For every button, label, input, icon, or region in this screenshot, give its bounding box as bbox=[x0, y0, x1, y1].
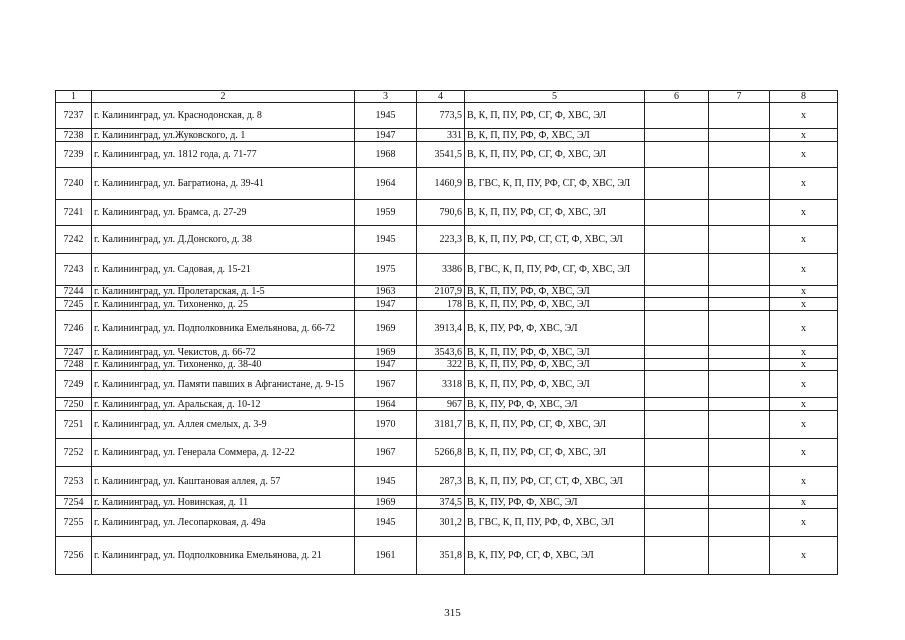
col8-cell: х bbox=[770, 129, 838, 142]
row-number: 7243 bbox=[56, 254, 92, 286]
works-cell: В, К, П, ПУ, РФ, СГ, Ф, ХВС, ЭЛ bbox=[465, 200, 645, 226]
year-cell: 1969 bbox=[355, 496, 417, 509]
row-number: 7238 bbox=[56, 129, 92, 142]
address-cell: г. Калининград, ул. Пролетарская, д. 1-5 bbox=[92, 286, 355, 298]
col8-cell: х bbox=[770, 346, 838, 359]
year-cell: 1945 bbox=[355, 509, 417, 537]
works-cell: В, К, П, ПУ, РФ, Ф, ХВС, ЭЛ bbox=[465, 298, 645, 311]
works-cell: В, К, П, ПУ, РФ, Ф, ХВС, ЭЛ bbox=[465, 346, 645, 359]
table-row bbox=[56, 439, 838, 467]
col8-cell: х bbox=[770, 439, 838, 467]
col8-cell: х bbox=[770, 168, 838, 200]
row-number: 7254 bbox=[56, 496, 92, 509]
address-cell: г. Калининград, ул. Лесопарковая, д. 49а bbox=[92, 509, 355, 537]
table-row bbox=[56, 129, 838, 142]
works-cell: В, ГВС, К, П, ПУ, РФ, СГ, Ф, ХВС, ЭЛ bbox=[465, 168, 645, 200]
works-cell: В, К, П, ПУ, РФ, Ф, ХВС, ЭЛ bbox=[465, 359, 645, 371]
year-cell: 1947 bbox=[355, 359, 417, 371]
row-number: 7253 bbox=[56, 467, 92, 496]
area-cell: 2107,9 bbox=[417, 286, 465, 298]
row-number: 7256 bbox=[56, 537, 92, 575]
works-cell: В, К, ПУ, РФ, Ф, ХВС, ЭЛ bbox=[465, 496, 645, 509]
table-row bbox=[56, 142, 838, 168]
col7-cell bbox=[709, 103, 770, 129]
row-number: 7245 bbox=[56, 298, 92, 311]
col8-cell: х bbox=[770, 311, 838, 346]
area-cell: 3318 bbox=[417, 371, 465, 398]
col6-cell bbox=[645, 496, 709, 509]
col7-cell bbox=[709, 509, 770, 537]
works-cell: В, К, П, ПУ, РФ, СГ, Ф, ХВС, ЭЛ bbox=[465, 411, 645, 439]
header-row bbox=[56, 91, 838, 103]
works-cell: В, ГВС, К, П, ПУ, РФ, СГ, Ф, ХВС, ЭЛ bbox=[465, 254, 645, 286]
col6-cell bbox=[645, 200, 709, 226]
header-col-1: 1 bbox=[56, 91, 92, 103]
col8-cell: х bbox=[770, 200, 838, 226]
col7-cell bbox=[709, 467, 770, 496]
address-cell: г. Калининград, ул. Подполковника Емельянова, д. 21 bbox=[92, 537, 355, 575]
area-cell: 331 bbox=[417, 129, 465, 142]
row-number: 7251 bbox=[56, 411, 92, 439]
header-col-4: 4 bbox=[417, 91, 465, 103]
col7-cell bbox=[709, 359, 770, 371]
table-row bbox=[56, 537, 838, 575]
works-cell: В, К, П, ПУ, РФ, СГ, Ф, ХВС, ЭЛ bbox=[465, 103, 645, 129]
register-table bbox=[55, 90, 838, 575]
row-number: 7250 bbox=[56, 398, 92, 411]
table-row bbox=[56, 411, 838, 439]
area-cell: 3386 bbox=[417, 254, 465, 286]
year-cell: 1967 bbox=[355, 439, 417, 467]
col8-cell: х bbox=[770, 398, 838, 411]
table-row bbox=[56, 359, 838, 371]
address-cell: г. Калининград, ул. Тихоненко, д. 25 bbox=[92, 298, 355, 311]
year-cell: 1945 bbox=[355, 467, 417, 496]
area-cell: 3181,7 bbox=[417, 411, 465, 439]
table-row bbox=[56, 226, 838, 254]
address-cell: г. Калининград, ул. Садовая, д. 15-21 bbox=[92, 254, 355, 286]
col6-cell bbox=[645, 254, 709, 286]
col8-cell: х bbox=[770, 467, 838, 496]
col6-cell bbox=[645, 168, 709, 200]
year-cell: 1947 bbox=[355, 129, 417, 142]
area-cell: 178 bbox=[417, 298, 465, 311]
col7-cell bbox=[709, 346, 770, 359]
year-cell: 1945 bbox=[355, 103, 417, 129]
col8-cell: х bbox=[770, 496, 838, 509]
col7-cell bbox=[709, 439, 770, 467]
col6-cell bbox=[645, 411, 709, 439]
area-cell: 287,3 bbox=[417, 467, 465, 496]
row-number: 7241 bbox=[56, 200, 92, 226]
col8-cell: х bbox=[770, 142, 838, 168]
col6-cell bbox=[645, 226, 709, 254]
address-cell: г. Калининград, ул. Аральская, д. 10-12 bbox=[92, 398, 355, 411]
col6-cell bbox=[645, 359, 709, 371]
col7-cell bbox=[709, 298, 770, 311]
col7-cell bbox=[709, 537, 770, 575]
col6-cell bbox=[645, 467, 709, 496]
address-cell: г. Калининград, ул. Подполковника Емельянова, д. 66-72 bbox=[92, 311, 355, 346]
table-row bbox=[56, 467, 838, 496]
row-number: 7246 bbox=[56, 311, 92, 346]
col6-cell bbox=[645, 398, 709, 411]
col7-cell bbox=[709, 129, 770, 142]
area-cell: 351,8 bbox=[417, 537, 465, 575]
works-cell: В, К, П, ПУ, РФ, Ф, ХВС, ЭЛ bbox=[465, 129, 645, 142]
works-cell: В, ГВС, К, П, ПУ, РФ, Ф, ХВС, ЭЛ bbox=[465, 509, 645, 537]
address-cell: г. Калининград, ул. Краснодонская, д. 8 bbox=[92, 103, 355, 129]
col7-cell bbox=[709, 311, 770, 346]
col7-cell bbox=[709, 371, 770, 398]
table-row bbox=[56, 371, 838, 398]
col8-cell: х bbox=[770, 371, 838, 398]
col7-cell bbox=[709, 168, 770, 200]
row-number: 7242 bbox=[56, 226, 92, 254]
address-cell: г. Калининград, ул. Аллея смелых, д. 3-9 bbox=[92, 411, 355, 439]
year-cell: 1969 bbox=[355, 311, 417, 346]
area-cell: 3543,6 bbox=[417, 346, 465, 359]
col8-cell: х bbox=[770, 254, 838, 286]
col7-cell bbox=[709, 398, 770, 411]
address-cell: г. Калининград, ул.Жуковского, д. 1 bbox=[92, 129, 355, 142]
address-cell: г. Калининград, ул. 1812 года, д. 71-77 bbox=[92, 142, 355, 168]
works-cell: В, К, П, ПУ, РФ, СГ, СТ, Ф, ХВС, ЭЛ bbox=[465, 467, 645, 496]
table-row bbox=[56, 168, 838, 200]
header-col-3: 3 bbox=[355, 91, 417, 103]
page-number: 315 bbox=[444, 607, 461, 619]
works-cell: В, К, ПУ, РФ, Ф, ХВС, ЭЛ bbox=[465, 311, 645, 346]
table-row bbox=[56, 496, 838, 509]
col7-cell bbox=[709, 411, 770, 439]
header-col-7: 7 bbox=[709, 91, 770, 103]
works-cell: В, К, П, ПУ, РФ, СГ, Ф, ХВС, ЭЛ bbox=[465, 439, 645, 467]
row-number: 7237 bbox=[56, 103, 92, 129]
table-row bbox=[56, 509, 838, 537]
year-cell: 1970 bbox=[355, 411, 417, 439]
col6-cell bbox=[645, 103, 709, 129]
col8-cell: х bbox=[770, 103, 838, 129]
area-cell: 301,2 bbox=[417, 509, 465, 537]
works-cell: В, К, ПУ, РФ, СГ, Ф, ХВС, ЭЛ bbox=[465, 537, 645, 575]
address-cell: г. Калининград, ул. Д.Донского, д. 38 bbox=[92, 226, 355, 254]
row-number: 7247 bbox=[56, 346, 92, 359]
address-cell: г. Калининград, ул. Новинская, д. 11 bbox=[92, 496, 355, 509]
address-cell: г. Калининград, ул. Брамса, д. 27-29 bbox=[92, 200, 355, 226]
year-cell: 1975 bbox=[355, 254, 417, 286]
row-number: 7248 bbox=[56, 359, 92, 371]
table-body bbox=[56, 103, 838, 575]
row-number: 7252 bbox=[56, 439, 92, 467]
year-cell: 1963 bbox=[355, 286, 417, 298]
year-cell: 1945 bbox=[355, 226, 417, 254]
area-cell: 3913,4 bbox=[417, 311, 465, 346]
address-cell: г. Калининград, ул. Каштановая аллея, д. 57 bbox=[92, 467, 355, 496]
col7-cell bbox=[709, 286, 770, 298]
works-cell: В, К, П, ПУ, РФ, СГ, Ф, ХВС, ЭЛ bbox=[465, 142, 645, 168]
table-row bbox=[56, 346, 838, 359]
row-number: 7244 bbox=[56, 286, 92, 298]
col8-cell: х bbox=[770, 359, 838, 371]
area-cell: 773,5 bbox=[417, 103, 465, 129]
col8-cell: х bbox=[770, 509, 838, 537]
col6-cell bbox=[645, 509, 709, 537]
col6-cell bbox=[645, 439, 709, 467]
area-cell: 790,6 bbox=[417, 200, 465, 226]
col8-cell: х bbox=[770, 298, 838, 311]
row-number: 7255 bbox=[56, 509, 92, 537]
col6-cell bbox=[645, 311, 709, 346]
col7-cell bbox=[709, 142, 770, 168]
address-cell: г. Калининград, ул. Чекистов, д. 66-72 bbox=[92, 346, 355, 359]
col8-cell: х bbox=[770, 286, 838, 298]
table-row bbox=[56, 298, 838, 311]
year-cell: 1968 bbox=[355, 142, 417, 168]
area-cell: 322 bbox=[417, 359, 465, 371]
col6-cell bbox=[645, 298, 709, 311]
row-number: 7239 bbox=[56, 142, 92, 168]
col8-cell: х bbox=[770, 537, 838, 575]
col6-cell bbox=[645, 346, 709, 359]
table-row bbox=[56, 311, 838, 346]
works-cell: В, К, П, ПУ, РФ, Ф, ХВС, ЭЛ bbox=[465, 286, 645, 298]
header-col-2: 2 bbox=[92, 91, 355, 103]
address-cell: г. Калининград, ул. Генерала Соммера, д. 12-22 bbox=[92, 439, 355, 467]
area-cell: 223,3 bbox=[417, 226, 465, 254]
header-col-5: 5 bbox=[465, 91, 645, 103]
year-cell: 1964 bbox=[355, 398, 417, 411]
table-row bbox=[56, 254, 838, 286]
col8-cell: х bbox=[770, 226, 838, 254]
header-col-8: 8 bbox=[770, 91, 838, 103]
header-col-6: 6 bbox=[645, 91, 709, 103]
col6-cell bbox=[645, 371, 709, 398]
works-cell: В, К, ПУ, РФ, Ф, ХВС, ЭЛ bbox=[465, 398, 645, 411]
table-row bbox=[56, 398, 838, 411]
table-row bbox=[56, 200, 838, 226]
col7-cell bbox=[709, 496, 770, 509]
col7-cell bbox=[709, 200, 770, 226]
col6-cell bbox=[645, 142, 709, 168]
year-cell: 1967 bbox=[355, 371, 417, 398]
area-cell: 1460,9 bbox=[417, 168, 465, 200]
area-cell: 967 bbox=[417, 398, 465, 411]
col6-cell bbox=[645, 129, 709, 142]
year-cell: 1964 bbox=[355, 168, 417, 200]
col6-cell bbox=[645, 537, 709, 575]
works-cell: В, К, П, ПУ, РФ, Ф, ХВС, ЭЛ bbox=[465, 371, 645, 398]
year-cell: 1969 bbox=[355, 346, 417, 359]
year-cell: 1959 bbox=[355, 200, 417, 226]
address-cell: г. Калининград, ул. Тихоненко, д. 38-40 bbox=[92, 359, 355, 371]
col7-cell bbox=[709, 226, 770, 254]
row-number: 7249 bbox=[56, 371, 92, 398]
table-row bbox=[56, 103, 838, 129]
area-cell: 374,5 bbox=[417, 496, 465, 509]
address-cell: г. Калининград, ул. Багратиона, д. 39-41 bbox=[92, 168, 355, 200]
year-cell: 1961 bbox=[355, 537, 417, 575]
address-cell: г. Калининград, ул. Памяти павших в Афганистане, д. 9-15 bbox=[92, 371, 355, 398]
row-number: 7240 bbox=[56, 168, 92, 200]
table-row bbox=[56, 286, 838, 298]
year-cell: 1947 bbox=[355, 298, 417, 311]
col7-cell bbox=[709, 254, 770, 286]
col8-cell: х bbox=[770, 411, 838, 439]
area-cell: 5266,8 bbox=[417, 439, 465, 467]
area-cell: 3541,5 bbox=[417, 142, 465, 168]
works-cell: В, К, П, ПУ, РФ, СГ, СТ, Ф, ХВС, ЭЛ bbox=[465, 226, 645, 254]
col6-cell bbox=[645, 286, 709, 298]
